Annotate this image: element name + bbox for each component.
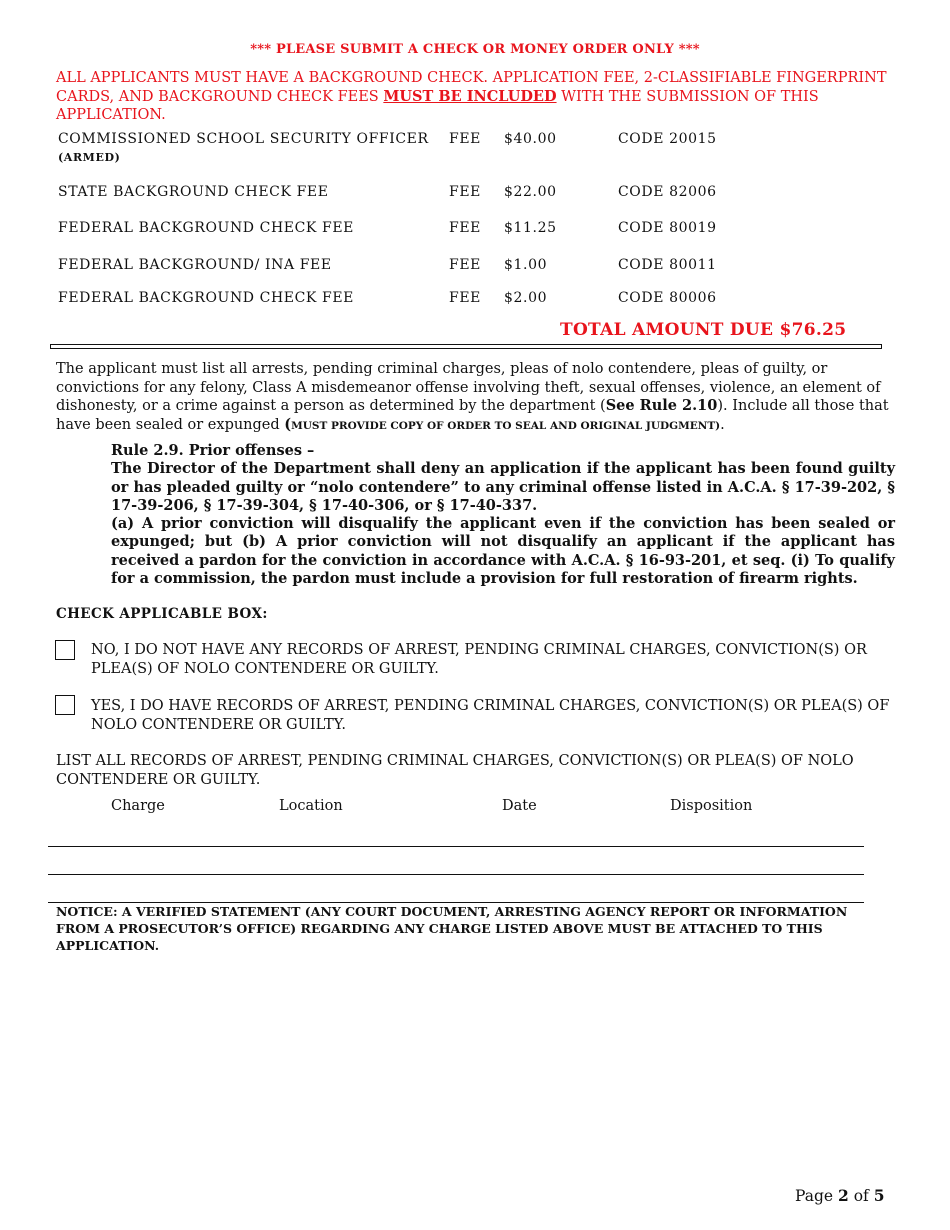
requirement-text-2: WITH THE SUBMISSION OF THIS APPLICATION.: [56, 88, 819, 123]
requirement-text-1: ALL APPLICANTS MUST HAVE A BACKGROUND CHECK. APPLICATION FEE, 2-CLASSIFIABLE FINGERPRINT CARDS, AND BACKGROUND CHECK FEES: [56, 70, 887, 105]
see-rule-reference: See Rule 2.10: [605, 397, 718, 414]
disclosure-paren: (: [284, 415, 292, 433]
disclosure-end: .: [720, 416, 725, 433]
page-current: 2: [838, 1186, 849, 1205]
fee-code: CODE 82006: [618, 184, 717, 200]
fee-amount: $11.25: [504, 220, 557, 236]
rule-heading: Rule 2.9. Prior offenses –: [111, 442, 315, 459]
fee-code: CODE 80011: [618, 257, 717, 273]
record-entry-line[interactable]: [48, 874, 864, 875]
page-number: [795, 1186, 885, 1205]
fee-label: FEE: [449, 131, 481, 147]
rule-paragraph-1: The Director of the Department shall deny an application if the applicant has been found guilty or has pleaded guilty or “nolo contendere” to any criminal offense listed in A.C.A. § 17-39-202, § 17-39-206, § 17-39-304, § 17-40-306, or § 17-40-337.: [111, 460, 895, 514]
yes-records-label: YES, I DO HAVE RECORDS OF ARREST, PENDING CRIMINAL CHARGES, CONVICTION(S) OR PLEA(S) OF NOLO CONTENDERE OR GUILTY.: [91, 698, 890, 733]
page-total: 5: [873, 1186, 885, 1205]
total-amount-due: TOTAL AMOUNT DUE $76.25: [560, 320, 847, 340]
fee-sub-label: (ARMED): [58, 151, 121, 164]
fee-name: STATE BACKGROUND CHECK FEE: [58, 184, 329, 200]
fee-amount: $1.00: [504, 257, 548, 273]
fee-name: FEDERAL BACKGROUND CHECK FEE: [58, 220, 354, 236]
disclosure-text-1: The applicant must list all arrests, pending criminal charges, pleas of nolo contendere, pleas of guilty, or convictions for any felony, Class A misdemeanor offense involving theft, sexual offenses, violence, an element of dishonesty, or a crime against a person as determined by the department (: [56, 361, 881, 414]
fee-amount: $40.00: [504, 131, 557, 147]
fee-label: FEE: [449, 257, 481, 273]
payment-notice: *** PLEASE SUBMIT A CHECK OR MONEY ORDER ONLY ***: [250, 42, 700, 57]
requirement-emphasis: MUST BE INCLUDED: [383, 87, 557, 105]
yes-records-checkbox[interactable]: [55, 695, 75, 715]
background-check-requirement: [56, 69, 896, 125]
rule-block: [111, 442, 895, 588]
column-header-location: Location: [279, 798, 343, 814]
rule-paragraph-2: (a) A prior conviction will disqualify the applicant even if the conviction has been sealed or expunged; but (b) A prior conviction will not disqualify an applicant if the applicant has received a pardon for the conviction in accordance with A.C.A. § 16-93-201, et seq. (i) To qualify for a commission, the pardon must include a provision for full restoration of firearm rights.: [111, 515, 895, 588]
fee-label: FEE: [449, 220, 481, 236]
page-prefix: Page: [795, 1187, 838, 1205]
verified-statement-notice: NOTICE: A VERIFIED STATEMENT (ANY COURT DOCUMENT, ARRESTING AGENCY REPORT OR INFORMATION FROM A PROSECUTOR’S OFFICE) REGARDING ANY CHARGE LISTED ABOVE MUST BE ATTACHED TO THIS APPLICATION.: [56, 904, 848, 953]
column-header-date: Date: [502, 798, 537, 814]
disclosure-order-note: MUST PROVIDE COPY OF ORDER TO SEAL AND ORIGINAL JUDGMENT): [291, 419, 721, 432]
fee-code: CODE 20015: [618, 131, 717, 147]
fee-label: FEE: [449, 184, 481, 200]
fee-name: FEDERAL BACKGROUND/ INA FEE: [58, 257, 332, 273]
check-applicable-heading: CHECK APPLICABLE BOX:: [56, 606, 268, 622]
no-records-label: NO, I DO NOT HAVE ANY RECORDS OF ARREST, PENDING CRIMINAL CHARGES, CONVICTION(S) OR PLEA(S) OF NOLO CONTENDERE OR GUILTY.: [91, 642, 867, 677]
record-entry-line[interactable]: [48, 846, 864, 847]
disclosure-text-2: ). Include all those that have been sealed or expunged: [56, 398, 889, 433]
fee-code: CODE 80019: [618, 220, 717, 236]
page-of: of: [848, 1187, 874, 1205]
column-header-charge: Charge: [111, 798, 165, 814]
disclosure-paragraph: [56, 360, 896, 435]
fee-amount: $22.00: [504, 184, 557, 200]
fee-name: COMMISSIONED SCHOOL SECURITY OFFICER: [58, 131, 429, 147]
column-header-disposition: Disposition: [670, 798, 753, 814]
fee-amount: $2.00: [504, 290, 548, 306]
records-list-heading: LIST ALL RECORDS OF ARREST, PENDING CRIMINAL CHARGES, CONVICTION(S) OR PLEA(S) OF NOLO CONTENDERE OR GUILTY.: [56, 753, 854, 788]
no-records-checkbox[interactable]: [55, 640, 75, 660]
section-divider: [50, 344, 882, 349]
fee-name: FEDERAL BACKGROUND CHECK FEE: [58, 290, 354, 306]
fee-label: FEE: [449, 290, 481, 306]
fee-code: CODE 80006: [618, 290, 717, 306]
